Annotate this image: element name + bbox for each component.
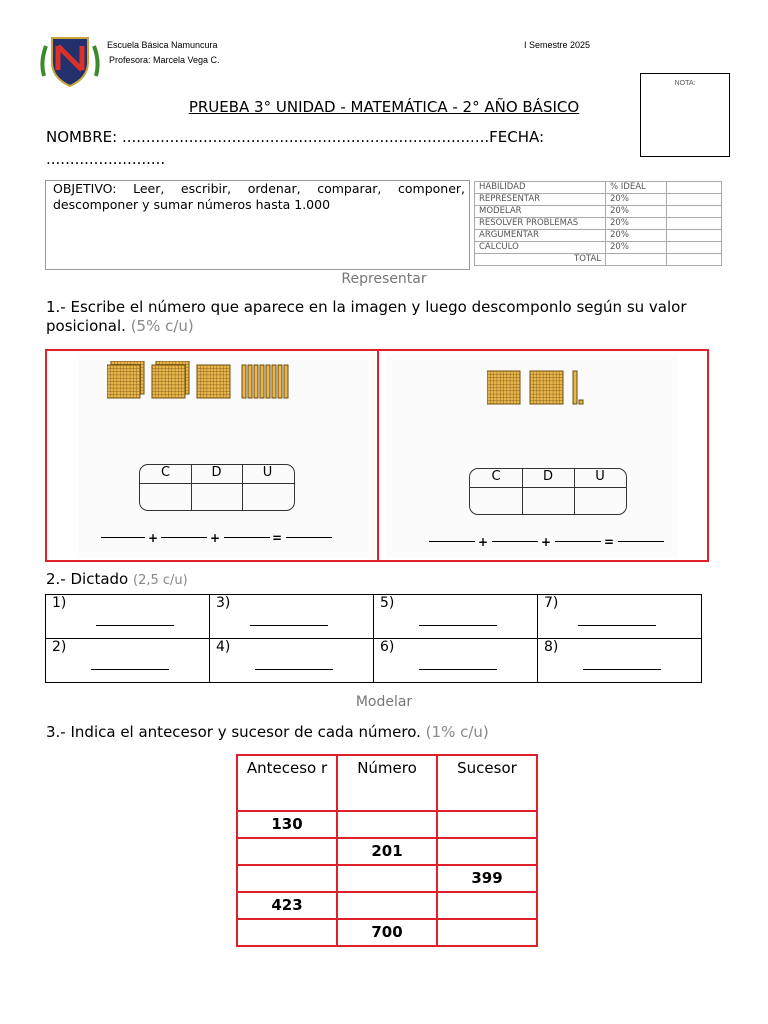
school-logo (38, 32, 102, 90)
objective-text: OBJETIVO: Leer, escribir, ordenar, comparar, componer, descomponer y sumar números hasta 1.000 (53, 181, 465, 212)
question-3-text: 3.- Indica el antecesor y sucesor de cada número. (46, 723, 421, 741)
dictation-table (45, 594, 702, 683)
cdu-grid-left (139, 464, 295, 511)
dictation-number: 2) (52, 639, 67, 655)
objective-box (45, 180, 470, 270)
skill-name: ARGUMENTAR (475, 230, 606, 242)
skills-table (474, 181, 722, 266)
section-modelar: Modelar (355, 694, 413, 710)
ten-rod (242, 365, 246, 398)
plus-sign: + (210, 531, 221, 545)
cell[interactable] (337, 865, 437, 892)
cell[interactable] (237, 838, 337, 865)
grade-label: NOTA: (674, 80, 696, 87)
name-date-line[interactable]: NOMBRE: .............................................................................FECHA: (46, 128, 545, 146)
answer-line[interactable] (429, 541, 475, 542)
base-ten-blocks-left (107, 361, 307, 406)
header-numero: Número (337, 755, 437, 811)
ten-rod (248, 365, 252, 398)
base-ten-blocks-right (487, 367, 587, 407)
dictation-number: 4) (216, 639, 231, 655)
answer-line[interactable] (618, 541, 664, 542)
skill-percent: 20% (606, 230, 667, 242)
answer-line[interactable] (161, 537, 207, 538)
answer-line[interactable] (286, 537, 332, 538)
dictation-cell[interactable] (538, 639, 702, 683)
dictation-cell[interactable] (538, 595, 702, 639)
skill-percent: 20% (606, 206, 667, 218)
skills-header-ideal: % IDEAL (606, 182, 667, 194)
equals-sign: = (604, 535, 615, 549)
question-1-box (45, 349, 709, 562)
answer-line[interactable] (96, 625, 174, 626)
cell[interactable] (337, 892, 437, 919)
skills-header-skill: HABILIDAD (475, 182, 606, 194)
teacher-name: Profesora: Marcela Vega C. (109, 55, 220, 65)
dictation-number: 5) (380, 595, 395, 611)
skill-score[interactable] (667, 218, 722, 230)
skills-total-percent (606, 254, 667, 266)
cell[interactable] (337, 811, 437, 838)
skills-header-score (667, 182, 722, 194)
ten-rod (254, 365, 258, 398)
skills-total-label: TOTAL (475, 254, 606, 266)
plus-sign: + (478, 535, 489, 549)
answer-line[interactable] (224, 537, 270, 538)
question-3 (46, 723, 489, 742)
dictation-cell[interactable] (210, 595, 374, 639)
dictation-number: 7) (544, 595, 559, 611)
cell[interactable]: 399 (437, 865, 537, 892)
skills-total-score[interactable] (667, 254, 722, 266)
cell[interactable] (437, 919, 537, 946)
cell[interactable]: 423 (237, 892, 337, 919)
school-name: Escuela Básica Namuncura (107, 40, 218, 50)
question-1-text: 1.- Escribe el número que aparece en la imagen y luego descomponlo según su valor posicional. (46, 298, 687, 335)
question-1 (46, 298, 726, 336)
ten-rod (573, 371, 577, 404)
cdu-grid-right (469, 468, 627, 515)
ten-rod (260, 365, 264, 398)
unit-cube (579, 400, 583, 404)
dictation-cell[interactable] (374, 595, 538, 639)
answer-line[interactable] (419, 625, 497, 626)
skill-percent: 20% (606, 218, 667, 230)
question-1-points: (5% c/u) (130, 317, 194, 335)
dictation-number: 3) (216, 595, 231, 611)
semester: I Semestre 2025 (524, 40, 591, 50)
question-1-divider (377, 351, 379, 560)
skill-percent: 20% (606, 194, 667, 206)
cell[interactable]: 700 (337, 919, 437, 946)
dictation-cell[interactable] (46, 639, 210, 683)
skill-score[interactable] (667, 230, 722, 242)
question-2-points: (2,5 c/u) (133, 573, 188, 588)
answer-line[interactable] (492, 541, 538, 542)
name-dots-continuation[interactable]: ......................... (46, 150, 166, 168)
plus-sign: + (148, 531, 159, 545)
ten-rod (278, 365, 282, 398)
answer-line[interactable] (419, 669, 497, 670)
skill-score[interactable] (667, 194, 722, 206)
answer-line[interactable] (578, 625, 656, 626)
skill-name: CALCULO (475, 242, 606, 254)
cdu-label-c: C (160, 465, 171, 480)
cell[interactable] (237, 865, 337, 892)
cdu-label-u: U (595, 469, 605, 484)
question-3-points: (1% c/u) (425, 723, 489, 741)
cell[interactable] (437, 838, 537, 865)
cdu-label-u: U (262, 465, 273, 480)
cdu-label-d: D (211, 465, 222, 480)
section-representar: Representar (341, 271, 427, 287)
predecessor-successor-table (236, 754, 538, 947)
dictation-cell[interactable] (46, 595, 210, 639)
skill-name: MODELAR (475, 206, 606, 218)
header-sucesor: Sucesor (437, 755, 537, 811)
header-antecesor: Anteceso r (237, 755, 337, 811)
cdu-label-c: C (491, 469, 501, 484)
skill-percent: 20% (606, 242, 667, 254)
ten-rod (284, 365, 288, 398)
answer-line[interactable] (255, 669, 333, 670)
dictation-number: 8) (544, 639, 559, 655)
cell[interactable] (437, 892, 537, 919)
skill-score[interactable] (667, 206, 722, 218)
ten-rod (272, 365, 276, 398)
cell[interactable]: 130 (237, 811, 337, 838)
question-2 (46, 570, 188, 590)
dictation-number: 1) (52, 595, 67, 611)
answer-line[interactable] (555, 541, 601, 542)
cell[interactable] (237, 919, 337, 946)
answer-line[interactable] (91, 669, 169, 670)
answer-line[interactable] (101, 537, 145, 538)
skill-name: RESOLVER PROBLEMAS (475, 218, 606, 230)
plus-sign: + (541, 535, 552, 549)
ten-rod (266, 365, 270, 398)
answer-line[interactable] (583, 669, 661, 670)
dictation-number: 6) (380, 639, 395, 655)
dictation-cell[interactable] (210, 639, 374, 683)
skill-score[interactable] (667, 242, 722, 254)
equals-sign: = (272, 531, 283, 545)
page-title: PRUEBA 3° UNIDAD - MATEMÁTICA - 2° AÑO BÁSICO (188, 98, 580, 116)
dictation-cell[interactable] (374, 639, 538, 683)
cell[interactable] (437, 811, 537, 838)
answer-line[interactable] (250, 625, 328, 626)
skill-name: REPRESENTAR (475, 194, 606, 206)
cdu-label-d: D (542, 469, 553, 484)
cell[interactable]: 201 (337, 838, 437, 865)
question-2-text: 2.- Dictado (46, 570, 129, 588)
